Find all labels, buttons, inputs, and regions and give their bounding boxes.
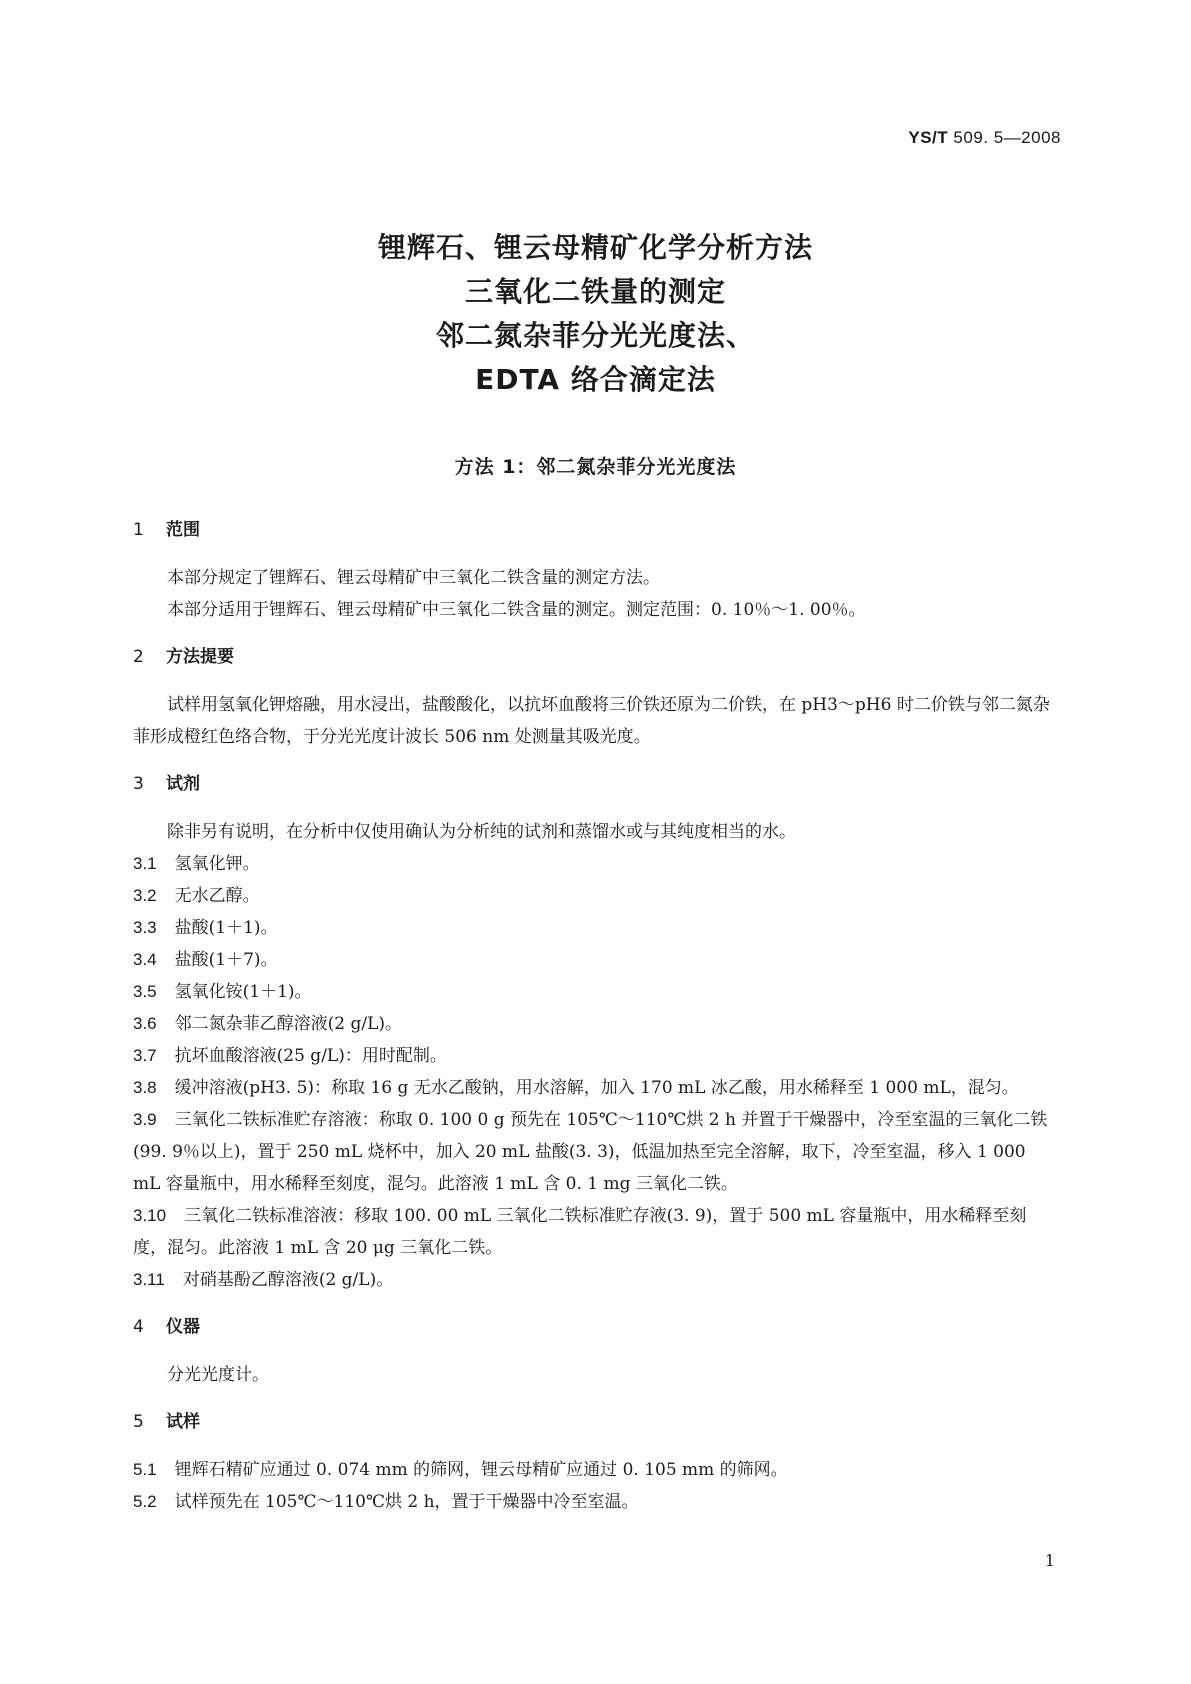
item-number: 3.10 [133,1206,167,1225]
standard-prefix: YS/T [908,128,949,147]
list-item [133,1072,1058,1104]
item-text: 盐酸(1＋1)。 [174,918,278,938]
title-line-3: 邻二氮杂菲分光光度法、 [435,319,755,352]
list-item [133,1200,1058,1264]
item-number: 3.1 [133,854,157,873]
section-heading [133,769,1058,794]
section-sample [133,1407,1058,1518]
item-number: 3.2 [133,886,157,905]
section-principle [133,642,1058,753]
list-item [133,848,1058,880]
document-title [0,226,1191,402]
item-text: 无水乙醇。 [174,886,260,906]
item-text: 氢氧化铵(1＋1)。 [174,982,312,1002]
list-item [133,880,1058,912]
list-item [133,1454,1058,1486]
list-item [133,1104,1058,1200]
section-title: 方法提要 [166,647,234,667]
paragraph: 本部分规定了锂辉石、锂云母精矿中三氧化二铁含量的测定方法。 [167,568,660,588]
item-text: 试样预先在 105℃～110℃烘 2 h，置于干燥器中冷至室温。 [174,1492,639,1512]
item-text: 对硝基酚乙醇溶液(2 g/L)。 [182,1270,394,1290]
list-item [133,1040,1058,1072]
section-reagents [133,769,1058,1296]
section-apparatus [133,1312,1058,1391]
section-title: 试样 [166,1412,200,1432]
item-number: 3.9 [133,1110,157,1129]
paragraph: 本部分适用于锂辉石、锂云母精矿中三氧化二铁含量的测定。测定范围：0. 10％～1. 00％。 [167,600,866,620]
item-number: 5.1 [133,1460,157,1479]
paragraph: 试样用氢氧化钾熔融，用水浸出，盐酸酸化，以抗坏血酸将三价铁还原为二价铁，在 pH3～pH6 时二价铁与邻二氮杂菲形成橙红色络合物，于分光光度计波长 506 nm 处测量其吸光度。 [133,695,1050,747]
item-text: 缓冲溶液(pH3. 5)：称取 16 g 无水乙酸钠，用水溶解，加入 170 mL 冰乙酸，用水稀释至 1 000 mL，混匀。 [174,1078,1019,1098]
list-item [133,1486,1058,1518]
section-number: 4 [133,1317,144,1337]
title-line-2: 三氧化二铁量的测定 [464,275,726,308]
section-title: 仪器 [166,1317,200,1337]
item-text: 三氧化二铁标准贮存溶液：称取 0. 100 0 g 预先在 105℃～110℃烘 2 h 并置于干燥器中，冷至室温的三氧化二铁(99. 9％以上)，置于 250 mL 烧杯中，加入 20 mL 盐酸(3. 3)，低温加热至完全溶解，取下，冷至室温，移入 1 000 mL 容量瓶中，用水稀释至刻度，混匀。此溶液 1 mL 含 0. 1 mg 三氧化二铁。 [133,1110,1048,1194]
item-number: 3.6 [133,1014,157,1033]
item-text: 氢氧化钾。 [174,854,260,874]
item-number: 5.2 [133,1492,157,1511]
list-item [133,1264,1058,1296]
item-number: 3.3 [133,918,157,937]
title-line-4: EDTA 络合滴定法 [475,363,716,396]
list-item [133,912,1058,944]
section-heading [133,515,1058,540]
list-item [133,944,1058,976]
section-heading [133,1312,1058,1337]
paragraph: 除非另有说明，在分析中仅使用确认为分析纯的试剂和蒸馏水或与其纯度相当的水。 [167,822,796,842]
item-text: 锂辉石精矿应通过 0. 074 mm 的筛网，锂云母精矿应通过 0. 105 mm 的筛网。 [174,1460,788,1480]
standard-code [908,128,1061,148]
section-number: 1 [133,520,144,540]
section-scope [133,515,1058,626]
standard-number: 509. 5—2008 [953,128,1061,147]
item-text: 邻二氮杂菲乙醇溶液(2 g/L)。 [174,1014,403,1034]
list-item [133,1008,1058,1040]
item-number: 3.8 [133,1078,157,1097]
section-number: 3 [133,774,144,794]
section-heading [133,642,1058,667]
item-text: 抗坏血酸溶液(25 g/L)：用时配制。 [174,1046,447,1066]
list-item [133,976,1058,1008]
item-number: 3.5 [133,982,157,1001]
section-number: 2 [133,647,144,667]
section-heading [133,1407,1058,1432]
item-number: 3.4 [133,950,157,969]
title-line-1: 锂辉石、锂云母精矿化学分析方法 [377,231,813,264]
item-number: 3.7 [133,1046,157,1065]
item-text: 三氧化二铁标准溶液：移取 100. 00 mL 三氧化二铁标准贮存液(3. 9)，置于 500 mL 容量瓶中，用水稀释至刻度，混匀。此溶液 1 mL 含 20 μg 三氧化二铁。 [133,1206,1027,1258]
page-number: 1 [1044,1551,1055,1570]
item-number: 3.11 [133,1270,165,1289]
section-title: 试剂 [166,774,200,794]
item-text: 盐酸(1＋7)。 [174,950,278,970]
section-number: 5 [133,1412,144,1432]
method-title: 方法 1：邻二氮杂菲分光光度法 [454,456,737,478]
paragraph: 分光光度计。 [167,1365,269,1385]
document-body [133,515,1058,1532]
section-title: 范围 [166,520,200,540]
